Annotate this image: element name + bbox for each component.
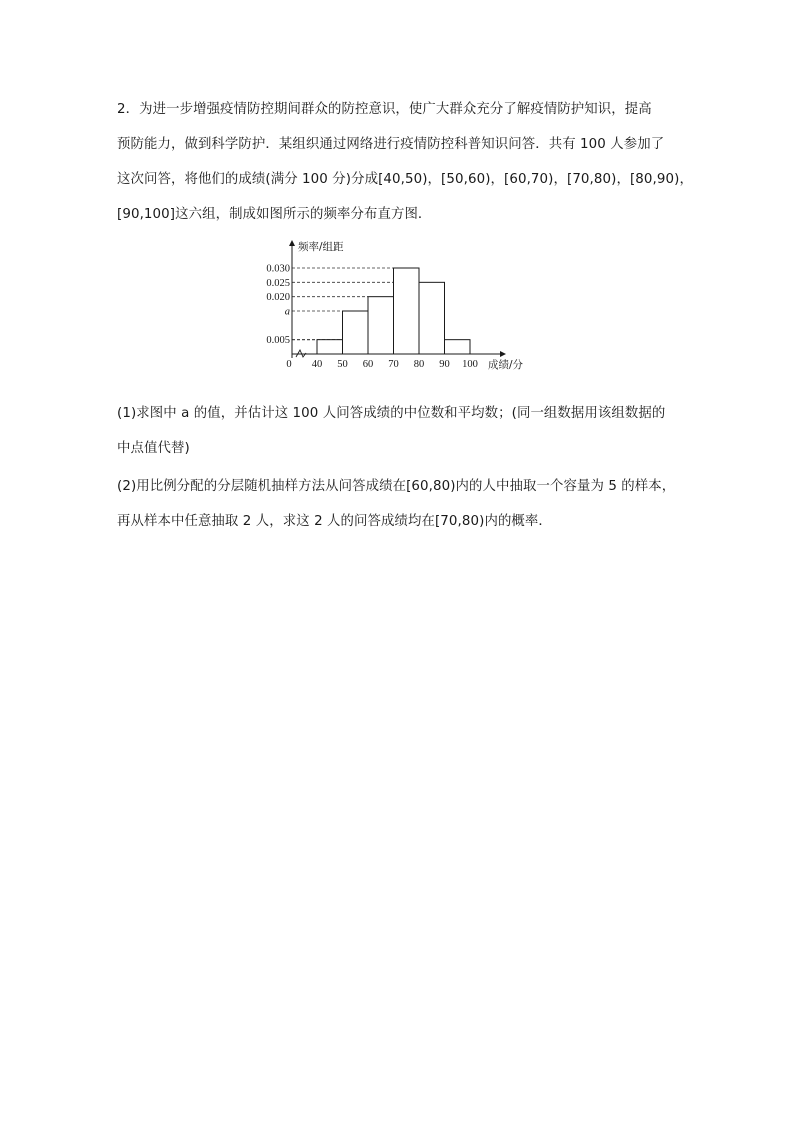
x-tick-label-60: 60 (362, 359, 374, 370)
question-1-line-1: (1)求图中 a 的值，并估计这 100 人问答成绩的中位数和平均数；(同一组数据用该组数据的 (117, 406, 666, 421)
x-tick-label-90: 90 (439, 359, 450, 370)
question-2-line-1: (2)用比例分配的分层随机抽样方法从问答成绩在[60,80)内的人中抽取一个容量为 5 的样本， (117, 479, 676, 494)
x-tick-label-50: 50 (337, 359, 348, 370)
question-2-line-2: 再从样本中任意抽取 2 人，求这 2 人的问答成绩均在[70,80)内的概率． (117, 514, 552, 529)
x-tick-label-70: 70 (388, 359, 399, 370)
problem-intro-line-3: 这次问答，将他们的成绩(满分 100 分)分成[40,50)，[50,60)，[60,70)，[70,80)，[80,90)， (117, 172, 693, 187)
x-tick-label-40: 40 (311, 359, 323, 370)
histogram-bar-40-50 (317, 340, 343, 354)
origin-label: 0 (286, 359, 292, 370)
y-tick-label-1: a (284, 306, 290, 318)
y-tick-label-0: 0.005 (266, 335, 290, 347)
y-axis-title: 频率/组距 (298, 241, 344, 253)
x-axis-title: 成绩/分 (488, 359, 524, 371)
frequency-histogram (256, 236, 536, 388)
histogram-bar-80-90 (419, 282, 445, 354)
question-1-line-2: 中点值代替) (117, 441, 190, 456)
histogram-bar-60-70 (368, 297, 394, 354)
y-axis-arrow (289, 240, 295, 246)
y-tick-label-4: 0.030 (266, 263, 290, 275)
y-tick-label-2: 0.020 (266, 292, 290, 304)
histogram-svg (256, 236, 536, 388)
y-tick-label-3: 0.025 (266, 277, 290, 289)
histogram-bar-70-80 (394, 268, 420, 354)
problem-intro-line-1: 2．为进一步增强疫情防控期间群众的防控意识，使广大群众充分了解疫情防护知识，提高 (117, 102, 652, 117)
x-axis-arrow (500, 351, 506, 357)
histogram-bar-50-60 (343, 311, 369, 354)
problem-intro-line-4: [90,100]这六组，制成如图所示的频率分布直方图． (117, 207, 432, 222)
problem-intro-line-2: 预防能力，做到科学防护．某组织通过网络进行疫情防控科普知识问答．共有 100 人参加了 (117, 137, 665, 152)
x-tick-label-100: 100 (462, 359, 478, 370)
histogram-bar-90-100 (445, 340, 471, 354)
x-tick-label-80: 80 (413, 359, 425, 370)
